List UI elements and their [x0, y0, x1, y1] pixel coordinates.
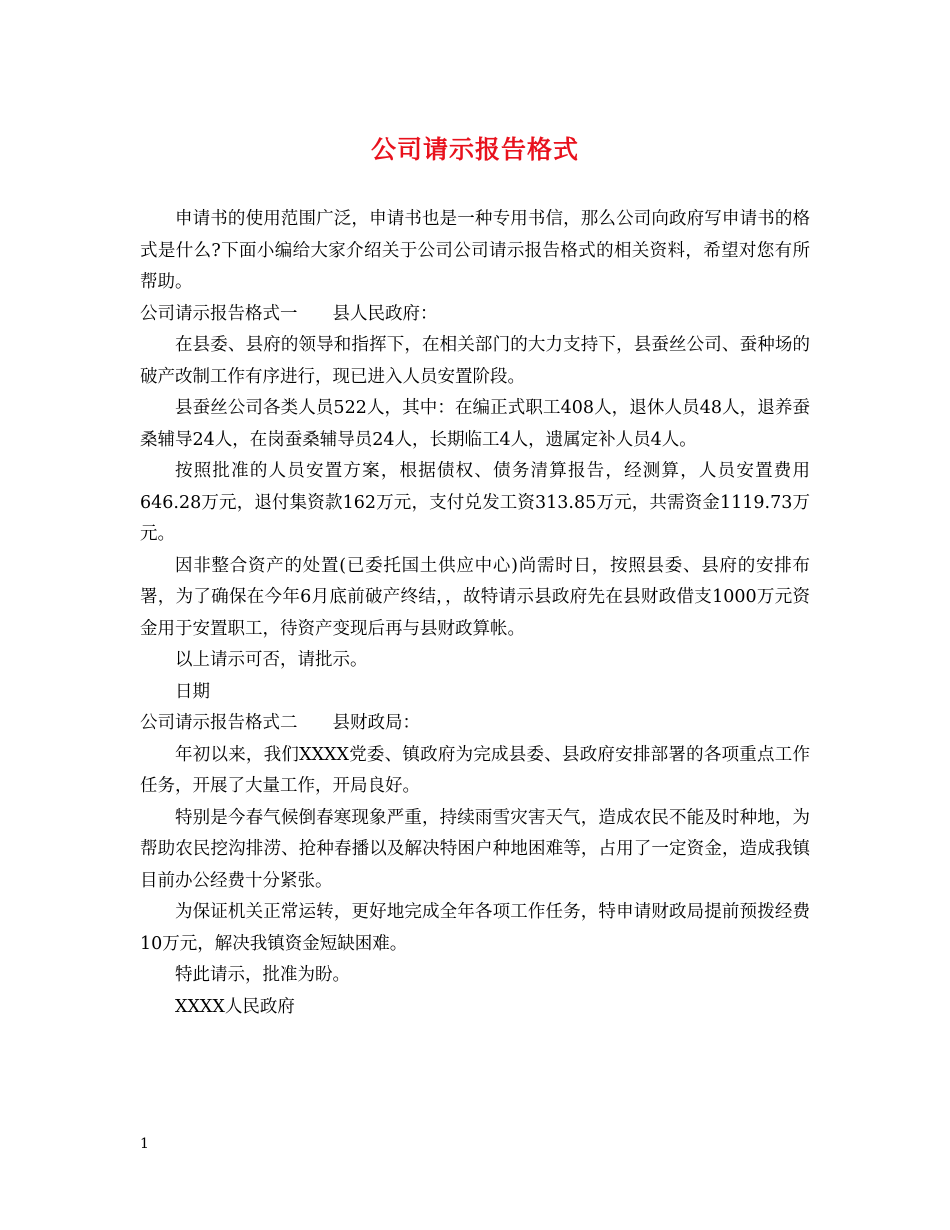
- format2-signature: XXXX人民政府: [175, 996, 295, 1017]
- document-body: [140, 204, 810, 1023]
- format2-addressee: 县财政局：: [332, 713, 420, 733]
- format1-heading: 公司请示报告格式一: [140, 303, 298, 324]
- format1-paragraph-1: 在县委、县府的领导和指挥下，在相关部门的大力支持下，县蚕丝公司、蚕种场的破产改制工作有序进行，现已进入人员安置阶段。: [140, 335, 810, 387]
- format2-paragraph-4: 特此请示，批准为盼。: [175, 965, 350, 985]
- format2-paragraph-3: 为保证机关正常运转，更好地完成全年各项工作任务，特申请财政局提前预拨经费10万元，解决我镇资金短缺困难。: [140, 902, 810, 954]
- format1-paragraph-2: 县蚕丝公司各类人员522人，其中：在编正式职工408人，退休人员48人，退养蚕桑辅导24人，在岗蚕桑辅导员24人，长期临工4人，遗属定补人员4人。: [140, 398, 810, 450]
- intro-paragraph: 申请书的使用范围广泛，申请书也是一种专用书信，那么公司向政府写申请书的格式是什么?下面小编给大家介绍关于公司公司请示报告格式的相关资料，希望对您有所帮助。: [140, 209, 810, 292]
- page-number: 1: [140, 1136, 149, 1152]
- format2-paragraph-2: 特别是今春气候倒春寒现象严重，持续雨雪灾害天气，造成农民不能及时种地，为帮助农民挖沟排涝、抢种春播以及解决特困户种地困难等，占用了一定资金，造成我镇目前办公经费十分紧张。: [140, 807, 810, 891]
- format1-date: 日期: [175, 681, 210, 702]
- format1-paragraph-3: 按照批准的人员安置方案，根据债权、债务清算报告，经测算，人员安置费用646.28万元，退付集资款162万元，支付兑发工资313.85万元，共需资金1119.73万元。: [140, 461, 810, 544]
- format1-paragraph-5: 以上请示可否，请批示。: [175, 650, 368, 670]
- document-title: 公司请示报告格式: [370, 135, 579, 164]
- format1-heading-line: [140, 299, 810, 331]
- format2-heading-line: [140, 708, 810, 740]
- format2-heading: 公司请示报告格式二: [140, 713, 298, 733]
- format1-addressee: 县人民政府：: [332, 303, 438, 324]
- format1-paragraph-4: 因非整合资产的处置(已委托国土供应中心)尚需时日，按照县委、县府的安排布署，为了确保在今年6月底前破产终结，，故特请示县政府先在县财政借支1000万元资金用于安置职工，待资产变现后再与县财政算帐。: [140, 555, 810, 639]
- format2-paragraph-1: 年初以来，我们XXXX党委、镇政府为完成县委、县政府安排部署的各项重点工作任务，开展了大量工作，开局良好。: [140, 744, 810, 796]
